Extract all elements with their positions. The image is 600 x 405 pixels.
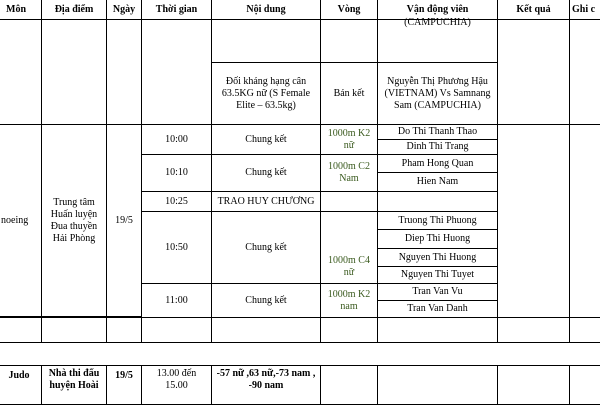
- canoeing-result: [497, 124, 570, 318]
- empty-venue: [41, 317, 107, 343]
- row1-athlete-2: Dinh Thi Trang: [377, 139, 498, 155]
- row5-athlete-2: Tran Van Danh: [377, 300, 498, 318]
- row3-time: 10:25: [141, 191, 212, 212]
- row2-content: Chung kết: [211, 154, 321, 192]
- row4-athlete-4: Nguyen Thi Tuyet: [377, 266, 498, 284]
- row5-round: 1000m K2 nam: [320, 283, 378, 318]
- header-thoi-gian: Thời gian: [141, 0, 212, 20]
- header-dia-diem: Địa điểm: [41, 0, 107, 20]
- top-athletes-prev: [377, 19, 498, 63]
- judo-sport: [0, 365, 42, 405]
- row2-round: 1000m C2 Nam: [320, 154, 378, 192]
- empty-sport: [0, 317, 42, 343]
- empty-content: [211, 317, 321, 343]
- row3-round: [320, 191, 378, 212]
- empty-date: [106, 317, 142, 343]
- header-mon: Môn: [0, 0, 42, 20]
- canoeing-note: [569, 124, 600, 318]
- canoeing-sport-label: noeing: [1, 214, 29, 226]
- judo-content: -57 nữ ,63 nữ,-73 nam , -90 nam: [211, 365, 321, 405]
- row4-athlete-2: Diep Thi Huong: [377, 229, 498, 249]
- row2-time: 10:10: [141, 154, 212, 192]
- top-note: [569, 19, 600, 125]
- top-venue-cell: [41, 19, 107, 125]
- row2-athlete-2: Hien Nam: [377, 172, 498, 192]
- top-round-empty: [320, 19, 378, 63]
- top-date-cell: [106, 19, 142, 125]
- top-result: [497, 19, 570, 125]
- judo-sport-label: Judo: [8, 370, 30, 381]
- row5-time: 11:00: [141, 283, 212, 318]
- row5-content: Chung kết: [211, 283, 321, 318]
- top-round: Bán kết: [320, 62, 378, 125]
- top-athletes: Nguyễn Thị Phương Hậu (VIETNAM) Vs Samnang Sam (CAMPUCHIA): [377, 62, 498, 125]
- top-sport-cell: [0, 19, 42, 125]
- top-content: Đối kháng hạng cân 63.5KG nữ (S Female Elite – 63.5kg): [211, 62, 321, 125]
- row2-athlete-1: Pham Hong Quan: [377, 154, 498, 173]
- row4-time: 10:50: [141, 211, 212, 284]
- canoeing-venue: Trung tâm Huấn luyện Đua thuyền Hải Phòng: [41, 124, 107, 317]
- judo-time: 13.00 đến 15.00: [141, 365, 212, 405]
- row1-time: 10:00: [141, 124, 212, 155]
- header-ket-qua: Kết quả: [497, 0, 570, 20]
- row4-round: 1000m C4 nữ: [320, 211, 378, 284]
- header-van-dong-vien: Vận động viên: [377, 0, 498, 20]
- top-time-cell: [141, 19, 212, 125]
- row4-athlete-1: Truong Thi Phuong: [377, 211, 498, 230]
- canoeing-date: 19/5: [106, 124, 142, 317]
- judo-result: [497, 365, 570, 405]
- top-country-fragment: (CAMPUCHIA): [404, 17, 471, 28]
- row1-content: Chung kết: [211, 124, 321, 155]
- judo-date: 19/5: [106, 365, 142, 405]
- row1-round: 1000m K2 nữ: [320, 124, 378, 155]
- empty-note: [569, 317, 600, 343]
- header-ghi-chu: Ghi c: [569, 0, 600, 20]
- row3-content: TRAO HUY CHƯƠNG: [211, 191, 321, 212]
- header-noi-dung: Nội dung: [211, 0, 321, 20]
- row1-athlete-1: Do Thi Thanh Thao: [377, 124, 498, 140]
- empty-time: [141, 317, 212, 343]
- row3-athletes: [377, 191, 498, 212]
- judo-note: [569, 365, 600, 405]
- empty-round: [320, 317, 378, 343]
- row4-athlete-3: Nguyen Thi Huong: [377, 248, 498, 267]
- canoeing-sport: [0, 124, 42, 317]
- judo-venue: Nhà thi đấu huyện Hoài: [41, 365, 107, 405]
- header-ngay: Ngày: [106, 0, 142, 20]
- header-vong: Vòng: [320, 0, 378, 20]
- top-content-empty: [211, 19, 321, 63]
- separator-row: [0, 342, 600, 366]
- row5-athlete-1: Tran Van Vu: [377, 283, 498, 301]
- empty-athletes: [377, 317, 498, 343]
- row4-content: Chung kết: [211, 211, 321, 284]
- judo-athletes: [377, 365, 498, 405]
- judo-round: [320, 365, 378, 405]
- empty-result: [497, 317, 570, 343]
